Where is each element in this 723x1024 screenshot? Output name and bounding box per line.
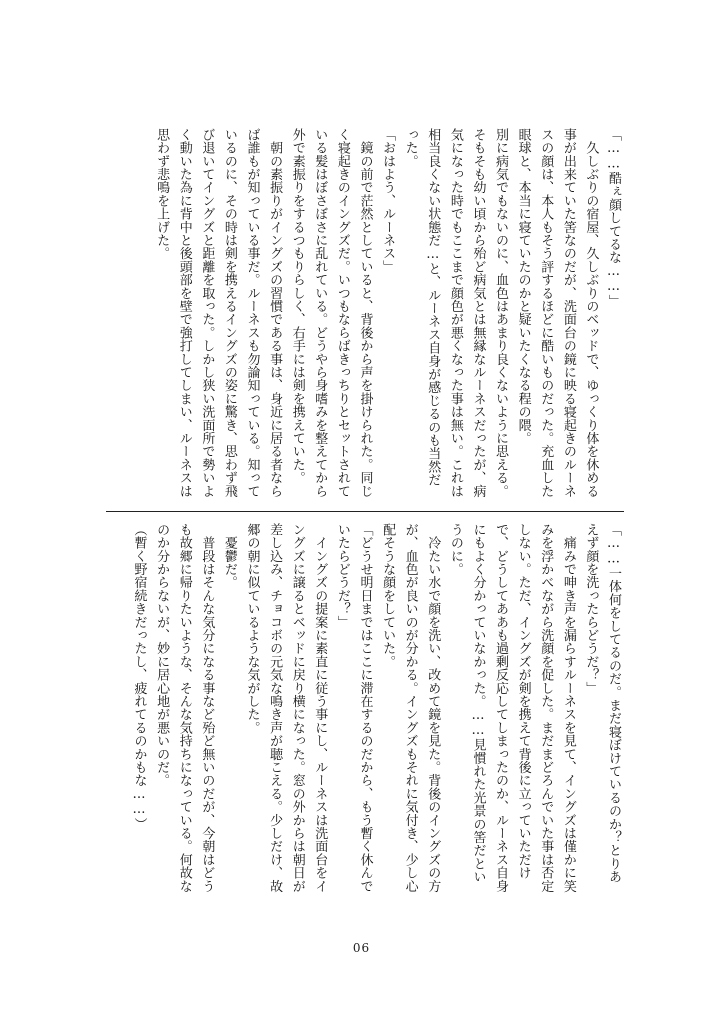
paragraph: 久しぶりの宿屋、久しぶりのベッドで、ゆっくり体を休める事が出来ていた筈なのだが、洗面台の鏡に映る寝起きのルーネスの顔は、本人もそう評するほどに酷いものだった。充血した眼球と、本当に寝ていたのかと疑いたくなる程の隈。 [515, 128, 599, 498]
paragraph: 「おはよう、ルーネス」 [380, 128, 396, 274]
paragraph: 冷たい水で顔を洗い、改めて鏡を見た。背後のイングズの方が、血色が良いのが分かる。イングズもそれに気付き、少し心配そうな顔をしていた。 [380, 523, 441, 893]
paragraph: 鏡の前で茫然としていると、背後から声を掛けられた。同じく寝起きのイングズだ。いつもならばきっちりとセットされている髪はぼさぼさに乱れている。どうやら身嗜みを整えてから外で素振りをするつもりらしく、右手には剣を携えていた。 [289, 128, 373, 498]
lower-text-block [106, 523, 624, 895]
upper-text-block [106, 128, 624, 498]
paragraph: 別に病気でもないのに、血色はあまり良くないように思える。そもそも幼い頃から殆ど病気とは無縁なルーネスだったが、病気になった時でもここまで顔色が悪くなった事は無い。これは相当良くない状態だ…と、ルーネス自身が感じるのも当然だった。 [402, 128, 509, 498]
paragraph: 痛みで呻き声を漏らすルーネスを見て、イングズは僅かに笑みを浮かべながら洗顔を促した。まだまどろんでいた事は否定しない。ただ、イングズが剣を携えて背後に立っていただけで、どうしてああも過剰反応してしまったのか、ルーネス自身にもよく分かっていなかった。……見慣れた光景の筈だというのに。 [447, 523, 576, 893]
paragraph: 普段はそんな気分になる事など殆ど無いのだが、今朝はどうも故郷に帰りたいような、そんな気持ちになっている。何故なのか分からないが、妙に居心地が悪いのだ。 [154, 523, 215, 893]
paragraph: 「……酷ぇ顔してるな……」 [606, 128, 621, 308]
paragraph: 朝の素振りがイングズの習慣である事は、身近に居る者ならば誰もが知っている事だ。ルーネスも勿論知っている。知っているのに、その時は剣を携えるイングズの姿に驚き、思わず飛び退いてイングズと距離を取った。しかし狭い洗面所で勢いよく動いた為に背中と後頭部を壁で強打してしまい、ルーネスは思わず悲鳴を上げた。 [154, 128, 283, 498]
paragraph: イングズの提案に素直に従う事にし、ルーネスは洗面台をイングズに譲るとベッドに戻り横になった。窓の外からは朝日が差し込み、チョコボの元気な鳴き声が聴こえる。少しだけ、故郷の朝に似ているような気がした。 [244, 523, 328, 893]
section-divider [106, 511, 624, 512]
paragraph: 「……一体何をしてるのだ。まだ寝ぼけているのか？とりあえず顔を洗ったらどうだ？」 [583, 523, 621, 884]
paragraph: （暫く野宿続きだったし、疲れてるのかもな……） [131, 523, 147, 831]
paragraph: 「どうせ明日まではここに滞在するのだから、もう暫く休んでいたらどうだ？」 [334, 523, 373, 893]
page-number: 06 [352, 941, 371, 955]
paragraph: 憂鬱だ。 [221, 523, 237, 589]
